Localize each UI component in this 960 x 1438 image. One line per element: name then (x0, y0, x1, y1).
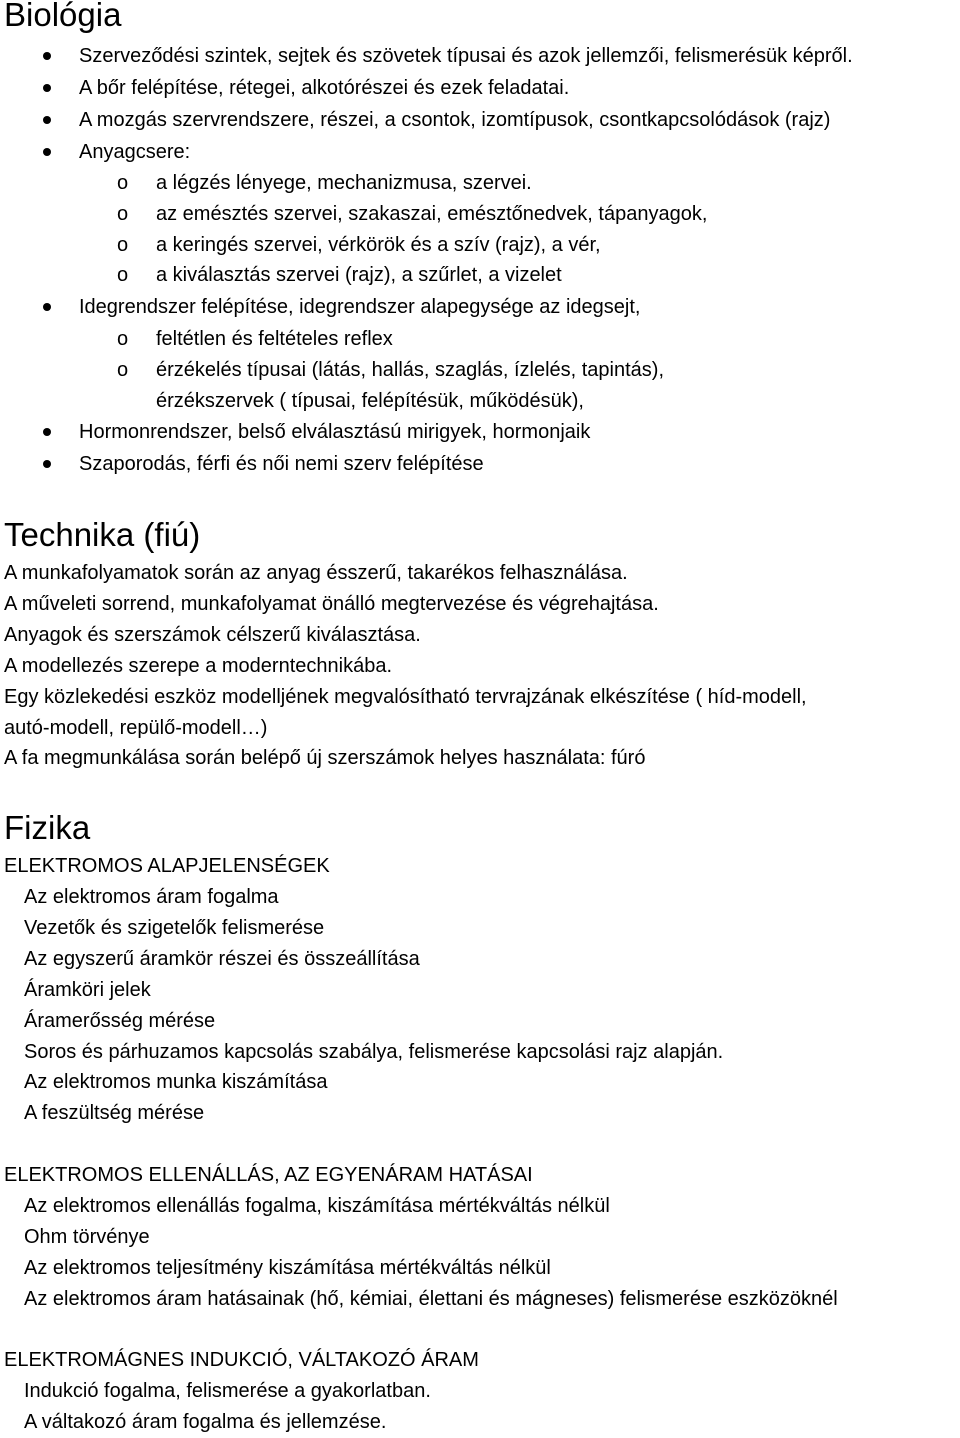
bio-item-1: Szerveződési szintek, sejtek és szövetek típusai és azok jellemzői, felismerésük képről. (79, 45, 853, 67)
bullet-icon (43, 52, 51, 60)
bio-subitem-1: a légzés lényege, mechanizmusa, szervei. (156, 172, 532, 194)
fizika-item: A feszültség mérése (24, 1102, 205, 1124)
fizika-item: A váltakozó áram fogalma és jellemzése. (24, 1411, 387, 1433)
fizika-item: Az egyszerű áramkör részei és összeállítása (24, 948, 420, 970)
fizika-item: Az elektromos áram hatásainak (hő, kémiai, élettani és mágneses) felismerése eszközöknél (24, 1288, 838, 1310)
fizika-item: Ohm törvénye (24, 1226, 150, 1248)
fizika-item: Vezetők és szigetelők felismerése (24, 917, 325, 939)
technika-line-7: A fa megmunkálása során belépő új szerszámok helyes használata: fúró (4, 747, 646, 769)
heading-fizika: Fizika (4, 809, 91, 846)
technika-line-1: A munkafolyamatok során az anyag ésszerű, takarékos felhasználása. (4, 562, 628, 584)
bio-item-3: A mozgás szervrendszere, részei, a csontok, izomtípusok, csontkapcsolódások (rajz) (79, 109, 831, 131)
fizika-item: Az elektromos teljesítmény kiszámítása mértékváltás nélkül (24, 1257, 551, 1279)
fizika-section-title-1: ELEKTROMOS ALAPJELENSÉGEK (4, 855, 330, 877)
bio-subitem-3: a keringés szervei, vérkörök és a szív (rajz), a vér, (156, 234, 601, 256)
bullet-icon (43, 428, 51, 436)
fizika-section-title-3: ELEKTROMÁGNES INDUKCIÓ, VÁLTAKOZÓ ÁRAM (4, 1349, 479, 1371)
fizika-item: Soros és párhuzamos kapcsolás szabálya, felismerése kapcsolási rajz alapján. (24, 1041, 724, 1063)
technika-line-4: A modellezés szerepe a moderntechnikába. (4, 655, 393, 677)
technika-line-3: Anyagok és szerszámok célszerű kiválasztása. (4, 624, 421, 646)
bio-subitem-4: a kiválasztás szervei (rajz), a szűrlet, a vizelet (156, 264, 562, 286)
bio-subitem-2: az emésztés szervei, szakaszai, emésztőnedvek, tápanyagok, (156, 203, 708, 225)
bio-item-5: Idegrendszer felépítése, idegrendszer alapegysége az idegsejt, (79, 296, 641, 318)
bullet-icon (43, 148, 51, 156)
bullet-icon (43, 84, 51, 92)
sub-bullet-icon: o (117, 264, 129, 286)
heading-technika: Technika (fiú) (4, 516, 201, 553)
sub-bullet-icon: o (117, 172, 129, 194)
heading-biologia: Biológia (4, 0, 122, 33)
bio-subitem-6-continuation: érzékszervek ( típusai, felépítésük, működésük), (156, 390, 584, 412)
sub-bullet-icon: o (117, 203, 129, 225)
bullet-icon (43, 460, 51, 468)
technika-line-5: Egy közlekedési eszköz modelljének megvalósítható tervrajzának elkészítése ( híd-modell, (4, 686, 807, 708)
technika-line-6: autó-modell, repülő-modell…) (4, 717, 268, 739)
sub-bullet-icon: o (117, 328, 129, 350)
fizika-item: Az elektromos ellenállás fogalma, kiszámítása mértékváltás nélkül (24, 1195, 610, 1217)
fizika-item: Áramköri jelek (24, 979, 151, 1001)
technika-line-2: A műveleti sorrend, munkafolyamat önálló megtervezése és végrehajtása. (4, 593, 659, 615)
fizika-item: Indukció fogalma, felismerése a gyakorlatban. (24, 1380, 431, 1402)
bio-subitem-6: érzékelés típusai (látás, hallás, szaglás, ízlelés, tapintás), (156, 359, 665, 381)
bio-item-6: Hormonrendszer, belső elválasztású mirigyek, hormonjaik (79, 421, 591, 443)
fizika-section-title-2: ELEKTROMOS ELLENÁLLÁS, AZ EGYENÁRAM HATÁSAI (4, 1164, 533, 1186)
bullet-icon (43, 116, 51, 124)
sub-bullet-icon: o (117, 359, 129, 381)
fizika-item: Áramerősség mérése (24, 1010, 216, 1032)
sub-bullet-icon: o (117, 234, 129, 256)
fizika-item: Az elektromos áram fogalma (24, 886, 279, 908)
bio-item-4: Anyagcsere: (79, 141, 191, 163)
bio-subitem-5: feltétlen és feltételes reflex (156, 328, 393, 350)
bio-item-2: A bőr felépítése, rétegei, alkotórészei és ezek feladatai. (79, 77, 570, 99)
bullet-icon (43, 303, 51, 311)
bio-item-7: Szaporodás, férfi és női nemi szerv felépítése (79, 453, 484, 475)
fizika-item: Az elektromos munka kiszámítása (24, 1071, 328, 1093)
